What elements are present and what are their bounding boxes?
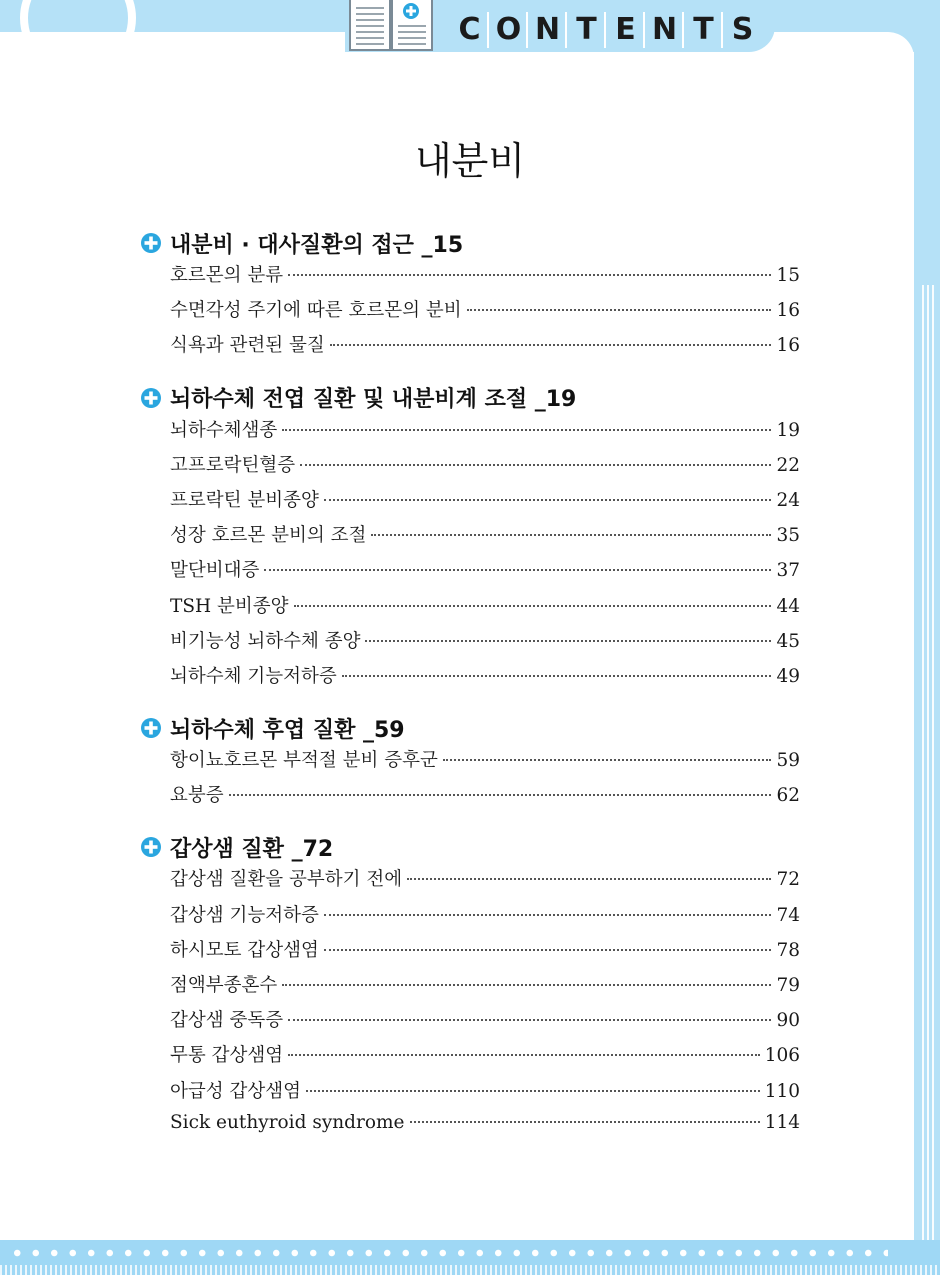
dot-leader bbox=[324, 499, 772, 501]
plus-circle-icon bbox=[140, 387, 162, 409]
toc-entry[interactable] bbox=[170, 746, 800, 781]
table-of-contents bbox=[140, 225, 800, 1147]
entry-page-number: 74 bbox=[776, 904, 800, 926]
entry-label: 말단비대증 bbox=[170, 560, 260, 582]
entry-page-number: 16 bbox=[776, 300, 800, 322]
section-header[interactable] bbox=[140, 380, 800, 416]
dot-leader bbox=[300, 464, 771, 466]
dot-leader bbox=[324, 949, 772, 951]
toc-entry[interactable] bbox=[170, 451, 800, 486]
entry-label: 갑상샘 질환을 공부하기 전에 bbox=[170, 869, 403, 891]
dot-leader bbox=[294, 605, 772, 607]
contents-letter: E bbox=[608, 12, 645, 48]
entry-page-number: 44 bbox=[776, 595, 800, 617]
entry-label: 고프로락틴혈증 bbox=[170, 454, 296, 476]
plus-circle-icon bbox=[140, 717, 162, 739]
entry-page-number: 90 bbox=[776, 1010, 800, 1032]
entry-label: 호르몬의 분류 bbox=[170, 265, 284, 286]
entry-label: 프로락틴 분비종양 bbox=[170, 489, 319, 511]
toc-section bbox=[140, 710, 800, 816]
entry-label: 비기능성 뇌하수체 종양 bbox=[170, 630, 361, 652]
bottom-dots bbox=[8, 1248, 888, 1258]
entry-label: 성장 호르몬 분비의 조절 bbox=[170, 525, 367, 547]
contents-letter: S bbox=[731, 12, 754, 47]
entry-page-number: 15 bbox=[776, 265, 800, 286]
dot-leader bbox=[288, 1019, 771, 1021]
toc-section bbox=[140, 829, 800, 1147]
section-title: 내분비 · 대사질환의 접근 _15 bbox=[170, 232, 464, 258]
contents-letter: O bbox=[491, 12, 528, 48]
entry-label: 갑상샘 중독증 bbox=[170, 1010, 284, 1032]
toc-entry[interactable] bbox=[170, 627, 800, 662]
right-band bbox=[914, 0, 940, 1275]
dot-leader bbox=[306, 1090, 760, 1092]
dot-leader bbox=[288, 1054, 760, 1056]
toc-entry[interactable] bbox=[170, 331, 800, 366]
toc-entry[interactable] bbox=[170, 936, 800, 971]
entry-page-number: 78 bbox=[776, 939, 800, 961]
entry-label: 수면각성 주기에 따른 호르몬의 분비 bbox=[170, 300, 462, 322]
entry-page-number: 24 bbox=[776, 489, 800, 511]
section-title: 뇌하수체 후엽 질환 _59 bbox=[170, 717, 405, 743]
entry-label: 점액부종혼수 bbox=[170, 975, 278, 996]
plus-circle-icon bbox=[140, 232, 162, 254]
contents-title bbox=[452, 12, 762, 48]
entry-page-number: 19 bbox=[776, 419, 800, 441]
dot-leader bbox=[467, 309, 772, 311]
contents-letter: T bbox=[686, 12, 723, 48]
entry-page-number: 59 bbox=[776, 750, 800, 772]
entry-label: 갑상샘 기능저하증 bbox=[170, 904, 319, 926]
entry-page-number: 114 bbox=[764, 1111, 800, 1133]
entry-label: 요붕증 bbox=[170, 785, 224, 807]
dot-leader bbox=[324, 914, 772, 916]
toc-entry[interactable] bbox=[170, 592, 800, 627]
entry-page-number: 72 bbox=[776, 869, 800, 891]
contents-letter: N bbox=[647, 12, 684, 48]
toc-entry[interactable] bbox=[170, 1041, 800, 1076]
section-title: 갑상샘 질환 _72 bbox=[170, 836, 334, 862]
dot-leader bbox=[282, 984, 771, 986]
section-header[interactable] bbox=[140, 225, 800, 261]
toc-entry[interactable] bbox=[170, 296, 800, 331]
entry-label: 하시모토 갑상샘염 bbox=[170, 939, 319, 961]
dot-leader bbox=[282, 429, 771, 431]
toc-entry[interactable] bbox=[170, 261, 800, 296]
contents-letter: N bbox=[530, 12, 567, 48]
entry-page-number: 35 bbox=[776, 525, 800, 547]
toc-entry[interactable] bbox=[170, 662, 800, 697]
entry-label: 항이뇨호르몬 부적절 분비 증후군 bbox=[170, 750, 438, 772]
entry-page-number: 16 bbox=[776, 335, 800, 357]
dot-leader bbox=[407, 878, 771, 880]
entry-page-number: 79 bbox=[776, 975, 800, 996]
right-stripes bbox=[922, 285, 936, 1260]
contents-letter: C bbox=[452, 12, 489, 48]
entry-label: TSH 분비종양 bbox=[170, 595, 289, 617]
dot-leader bbox=[229, 794, 772, 796]
toc-entry[interactable] bbox=[170, 901, 800, 936]
toc-entry[interactable] bbox=[170, 1112, 800, 1147]
toc-entry[interactable] bbox=[170, 865, 800, 900]
section-title: 뇌하수체 전엽 질환 및 내분비계 조절 _19 bbox=[170, 387, 577, 413]
plus-circle-icon bbox=[140, 836, 162, 858]
dot-leader bbox=[288, 274, 771, 276]
dot-leader bbox=[330, 344, 772, 346]
entry-label: 식욕과 관련된 물질 bbox=[170, 335, 325, 357]
entry-page-number: 37 bbox=[776, 560, 800, 582]
toc-entry[interactable] bbox=[170, 556, 800, 591]
section-header[interactable] bbox=[140, 710, 800, 746]
dot-leader bbox=[371, 534, 771, 536]
toc-section bbox=[140, 380, 800, 698]
section-header[interactable] bbox=[140, 829, 800, 865]
entry-label: 아급성 갑상샘염 bbox=[170, 1080, 301, 1102]
dot-leader bbox=[264, 569, 771, 571]
bottom-band bbox=[0, 1240, 940, 1275]
dot-leader bbox=[410, 1121, 760, 1123]
entry-page-number: 110 bbox=[764, 1080, 800, 1102]
dot-leader bbox=[365, 640, 771, 642]
toc-entry[interactable] bbox=[170, 781, 800, 816]
toc-entry[interactable] bbox=[170, 971, 800, 1006]
toc-entry[interactable] bbox=[170, 416, 800, 451]
entry-page-number: 22 bbox=[776, 454, 800, 476]
toc-entry[interactable] bbox=[170, 1077, 800, 1112]
dot-leader bbox=[342, 675, 772, 677]
entry-page-number: 49 bbox=[776, 665, 800, 687]
entry-label: 무통 갑상샘염 bbox=[170, 1045, 284, 1067]
book-plus-icon bbox=[348, 0, 434, 52]
toc-section bbox=[140, 225, 800, 367]
entry-label: 뇌하수체 기능저하증 bbox=[170, 665, 337, 687]
page-title: 내분비 bbox=[414, 139, 526, 183]
entry-label: 뇌하수체샘종 bbox=[170, 419, 278, 441]
entry-page-number: 62 bbox=[776, 785, 800, 807]
toc-entry[interactable] bbox=[170, 486, 800, 521]
toc-entry[interactable] bbox=[170, 521, 800, 556]
toc-entry[interactable] bbox=[170, 1006, 800, 1041]
contents-letter: T bbox=[569, 12, 606, 48]
bottom-stripes bbox=[0, 1265, 940, 1275]
entry-label: Sick euthyroid syndrome bbox=[170, 1111, 405, 1133]
entry-page-number: 45 bbox=[776, 630, 800, 652]
dot-leader bbox=[443, 759, 772, 761]
entry-page-number: 106 bbox=[764, 1045, 800, 1067]
